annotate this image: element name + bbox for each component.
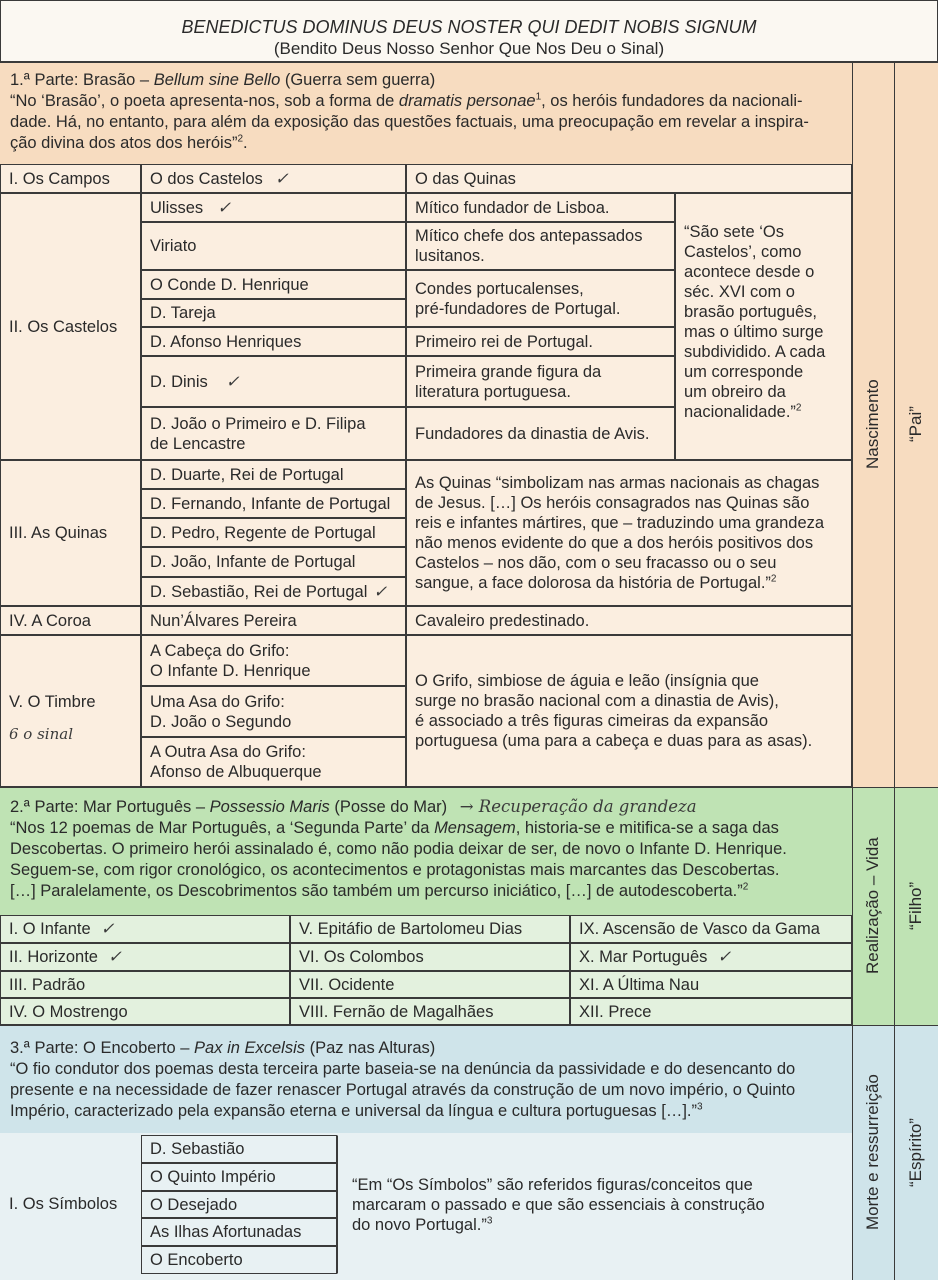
- label-pai: “Pai”: [906, 406, 925, 443]
- part3-quote: “O fio condutor dos poemas desta terceira parte baseia-se na denúncia da passividade e do desencanto do presente e na necessidade de fazer renascer Portugal através da construção de um novo império, o Quinto Império, caracterizado pela expansão eterna e universal da língua e cultura portuguesas […].”$^3$: [10, 1060, 796, 1120]
- part1-heading: 1.ª Parte: Brasão – Bellum sine Bello (Guerra sem guerra): [10, 71, 436, 89]
- simbolos-name: O Encoberto: [141, 1246, 337, 1274]
- castelos-name-viriato: Viriato: [141, 222, 406, 270]
- poem-cell: I. O Infante ✓: [0, 915, 290, 943]
- handwritten-note: 6 o sinal: [9, 725, 74, 743]
- quinas-name: D. Pedro, Regente de Portugal: [141, 518, 406, 547]
- checkmark-icon: ✓: [225, 371, 240, 391]
- castelos-name-ulisses: Ulisses ✓: [141, 193, 406, 222]
- checkmark-icon: ✓: [717, 947, 732, 966]
- poem-cell: VI. Os Colombos: [290, 943, 570, 971]
- label-espirito: “Espírito”: [906, 1118, 925, 1187]
- timbre-name: A Outra Asa do Grifo: Afonso de Albuquerque: [141, 737, 406, 787]
- divider: [0, 62, 938, 63]
- castelos-desc-ulisses: Mítico fundador de Lisboa.: [406, 193, 675, 222]
- campos-quinas: O das Quinas: [406, 164, 852, 193]
- label-nascimento: Nascimento: [863, 379, 882, 470]
- castelos-desc-viriato: Mítico chefe dos antepassados lusitanos.: [406, 222, 675, 270]
- page-title: BENEDICTUS DOMINUS DEUS NOSTER QUI DEDIT NOBIS SIGNUM: [181, 17, 757, 37]
- poem-cell: VII. Ocidente: [290, 971, 570, 998]
- castelos-desc-dinis: Primeira grande figura da literatura portuguesa.: [406, 356, 675, 407]
- checkmark-icon: ✓: [274, 168, 289, 188]
- poem-cell: IV. O Mostrengo: [0, 998, 290, 1025]
- simbolos-name: O Quinto Império: [141, 1163, 337, 1191]
- poem-cell: XII. Prece: [570, 998, 852, 1025]
- castelos-desc-condes: Condes portucalenses, pré-fundadores de Portugal.: [406, 270, 675, 327]
- header: [0, 0, 938, 62]
- section-campos: I. Os Campos: [0, 164, 141, 193]
- section-timbre: V. O Timbre 6 o sinal: [0, 635, 141, 787]
- simbolos-name: O Desejado: [141, 1191, 337, 1218]
- castelos-note: “São sete ‘Os Castelos’, como acontece desde o séc. XVI com o brasão português, mas o último surge subdividido. A cada um corresponde um obreiro da nacionalidade.”$^2$: [675, 193, 852, 460]
- coroa-desc: Cavaleiro predestinado.: [406, 606, 852, 635]
- handwritten-note: → Recuperação da grandeza: [459, 797, 697, 816]
- quinas-name: D. Fernando, Infante de Portugal: [141, 489, 406, 518]
- poem-cell: X. Mar Português ✓: [570, 943, 852, 971]
- castelos-name-afonso: D. Afonso Henriques: [141, 327, 406, 356]
- quinas-name: D. João, Infante de Portugal: [141, 547, 406, 577]
- simbolos-name: As Ilhas Afortunadas: [141, 1218, 337, 1246]
- poem-cell: III. Padrão: [0, 971, 290, 998]
- part2-heading: 2.ª Parte: Mar Português – Possessio Maris (Posse do Mar) → Recuperação da grandeza: [10, 797, 697, 816]
- poem-cell: VIII. Fernão de Magalhães: [290, 998, 570, 1025]
- checkmark-icon: ✓: [107, 947, 122, 966]
- divider: [0, 1025, 938, 1026]
- section-quinas: III. As Quinas: [0, 460, 141, 606]
- label-filho: “Filho”: [906, 881, 925, 931]
- poem-cell: II. Horizonte ✓: [0, 943, 290, 971]
- castelos-name-dinis: D. Dinis ✓: [141, 356, 406, 407]
- part2-quote: “Nos 12 poemas de Mar Português, a ‘Segunda Parte’ da Mensagem, historia-se e mitifica-se a saga das Descobertas. O primeiro herói assinalado é, como não podia deixar de ser, de novo o Infante D. Henrique. Seguem-se, com rigor cronológico, os acontecimentos e protagonistas mais marcantes das Descobertas. […] Paralelamente, os Descobrimentos são também um percurso iniciático, […] de autodescoberta.”$^2$: [10, 819, 787, 900]
- checkmark-icon: ✓: [373, 581, 388, 601]
- section-simbolos: I. Os Símbolos: [9, 1195, 118, 1213]
- section-castelos: II. Os Castelos: [0, 193, 141, 460]
- part3-heading: 3.ª Parte: O Encoberto – Pax in Excelsis (Paz nas Alturas): [10, 1039, 436, 1057]
- label-morte-ressurreicao: Morte e ressurreição: [863, 1074, 882, 1231]
- castelos-desc-joao: Fundadores da dinastia de Avis.: [406, 407, 675, 460]
- part1-quote: “No ‘Brasão’, o poeta apresenta-nos, sob a forma de dramatis personae$^1$, os heróis fundadores da nacionali- dade. Há, no entanto, para além da exposição das questões factuais, uma preocupação em revelar a inspira- ção divina dos atos dos heróis”$^2$.: [10, 91, 809, 152]
- section-coroa: IV. A Coroa: [0, 606, 141, 635]
- simbolos-name: D. Sebastião: [141, 1135, 337, 1163]
- part1-intro: [0, 66, 852, 164]
- quinas-name: D. Duarte, Rei de Portugal: [141, 460, 406, 489]
- castelos-name-conde: O Conde D. Henrique: [141, 270, 406, 299]
- divider: [0, 787, 938, 788]
- coroa-name: Nun’Álvares Pereira: [141, 606, 406, 635]
- poem-cell: V. Epitáfio de Bartolomeu Dias: [290, 915, 570, 943]
- campos-castelos: O dos Castelos ✓: [141, 164, 406, 193]
- castelos-desc-afonso: Primeiro rei de Portugal.: [406, 327, 675, 356]
- timbre-name: A Cabeça do Grifo: O Infante D. Henrique: [141, 635, 406, 686]
- timbre-name: Uma Asa do Grifo: D. João o Segundo: [141, 686, 406, 737]
- quinas-desc: As Quinas “simbolizam nas armas nacionais as chagas de Jesus. […] Os heróis consagrados nas Quinas são reis e infantes mártires, que – traduzindo uma grandeza não menos evidente do que a dos heróis positivos dos Castelos – nos dão, com o seu fracasso ou o seu sangue, a face dolorosa da história de Portugal.”$^2$: [406, 460, 852, 606]
- part2-intro: [0, 792, 852, 915]
- checkmark-icon: ✓: [217, 197, 232, 217]
- timbre-desc: O Grifo, simbiose de águia e leão (insígnia que surge no brasão nacional com a dinastia de Avis), é associado a três figuras cimeiras da expansão portuguesa (uma para a cabeça e duas para as asas).: [406, 635, 852, 787]
- poem-cell: XI. A Última Nau: [570, 971, 852, 998]
- part3-intro: [0, 1034, 852, 1133]
- page-subtitle: (Bendito Deus Nosso Senhor Que Nos Deu o Sinal): [273, 39, 665, 58]
- checkmark-icon: ✓: [100, 919, 115, 938]
- label-realizacao-vida: Realização – Vida: [863, 837, 882, 975]
- castelos-name-joao: D. João o Primeiro e D. Filipa de Lencastre: [141, 407, 406, 460]
- poem-cell: IX. Ascensão de Vasco da Gama: [570, 915, 852, 943]
- castelos-name-tareja: D. Tareja: [141, 299, 406, 327]
- quinas-name-sebastiao: D. Sebastião, Rei de Portugal ✓: [141, 577, 406, 606]
- simbolos-desc: “Em “Os Símbolos” são referidos figuras/conceitos que marcaram o passado e que são essenciais à construção do novo Portugal.”$^3$: [337, 1135, 852, 1274]
